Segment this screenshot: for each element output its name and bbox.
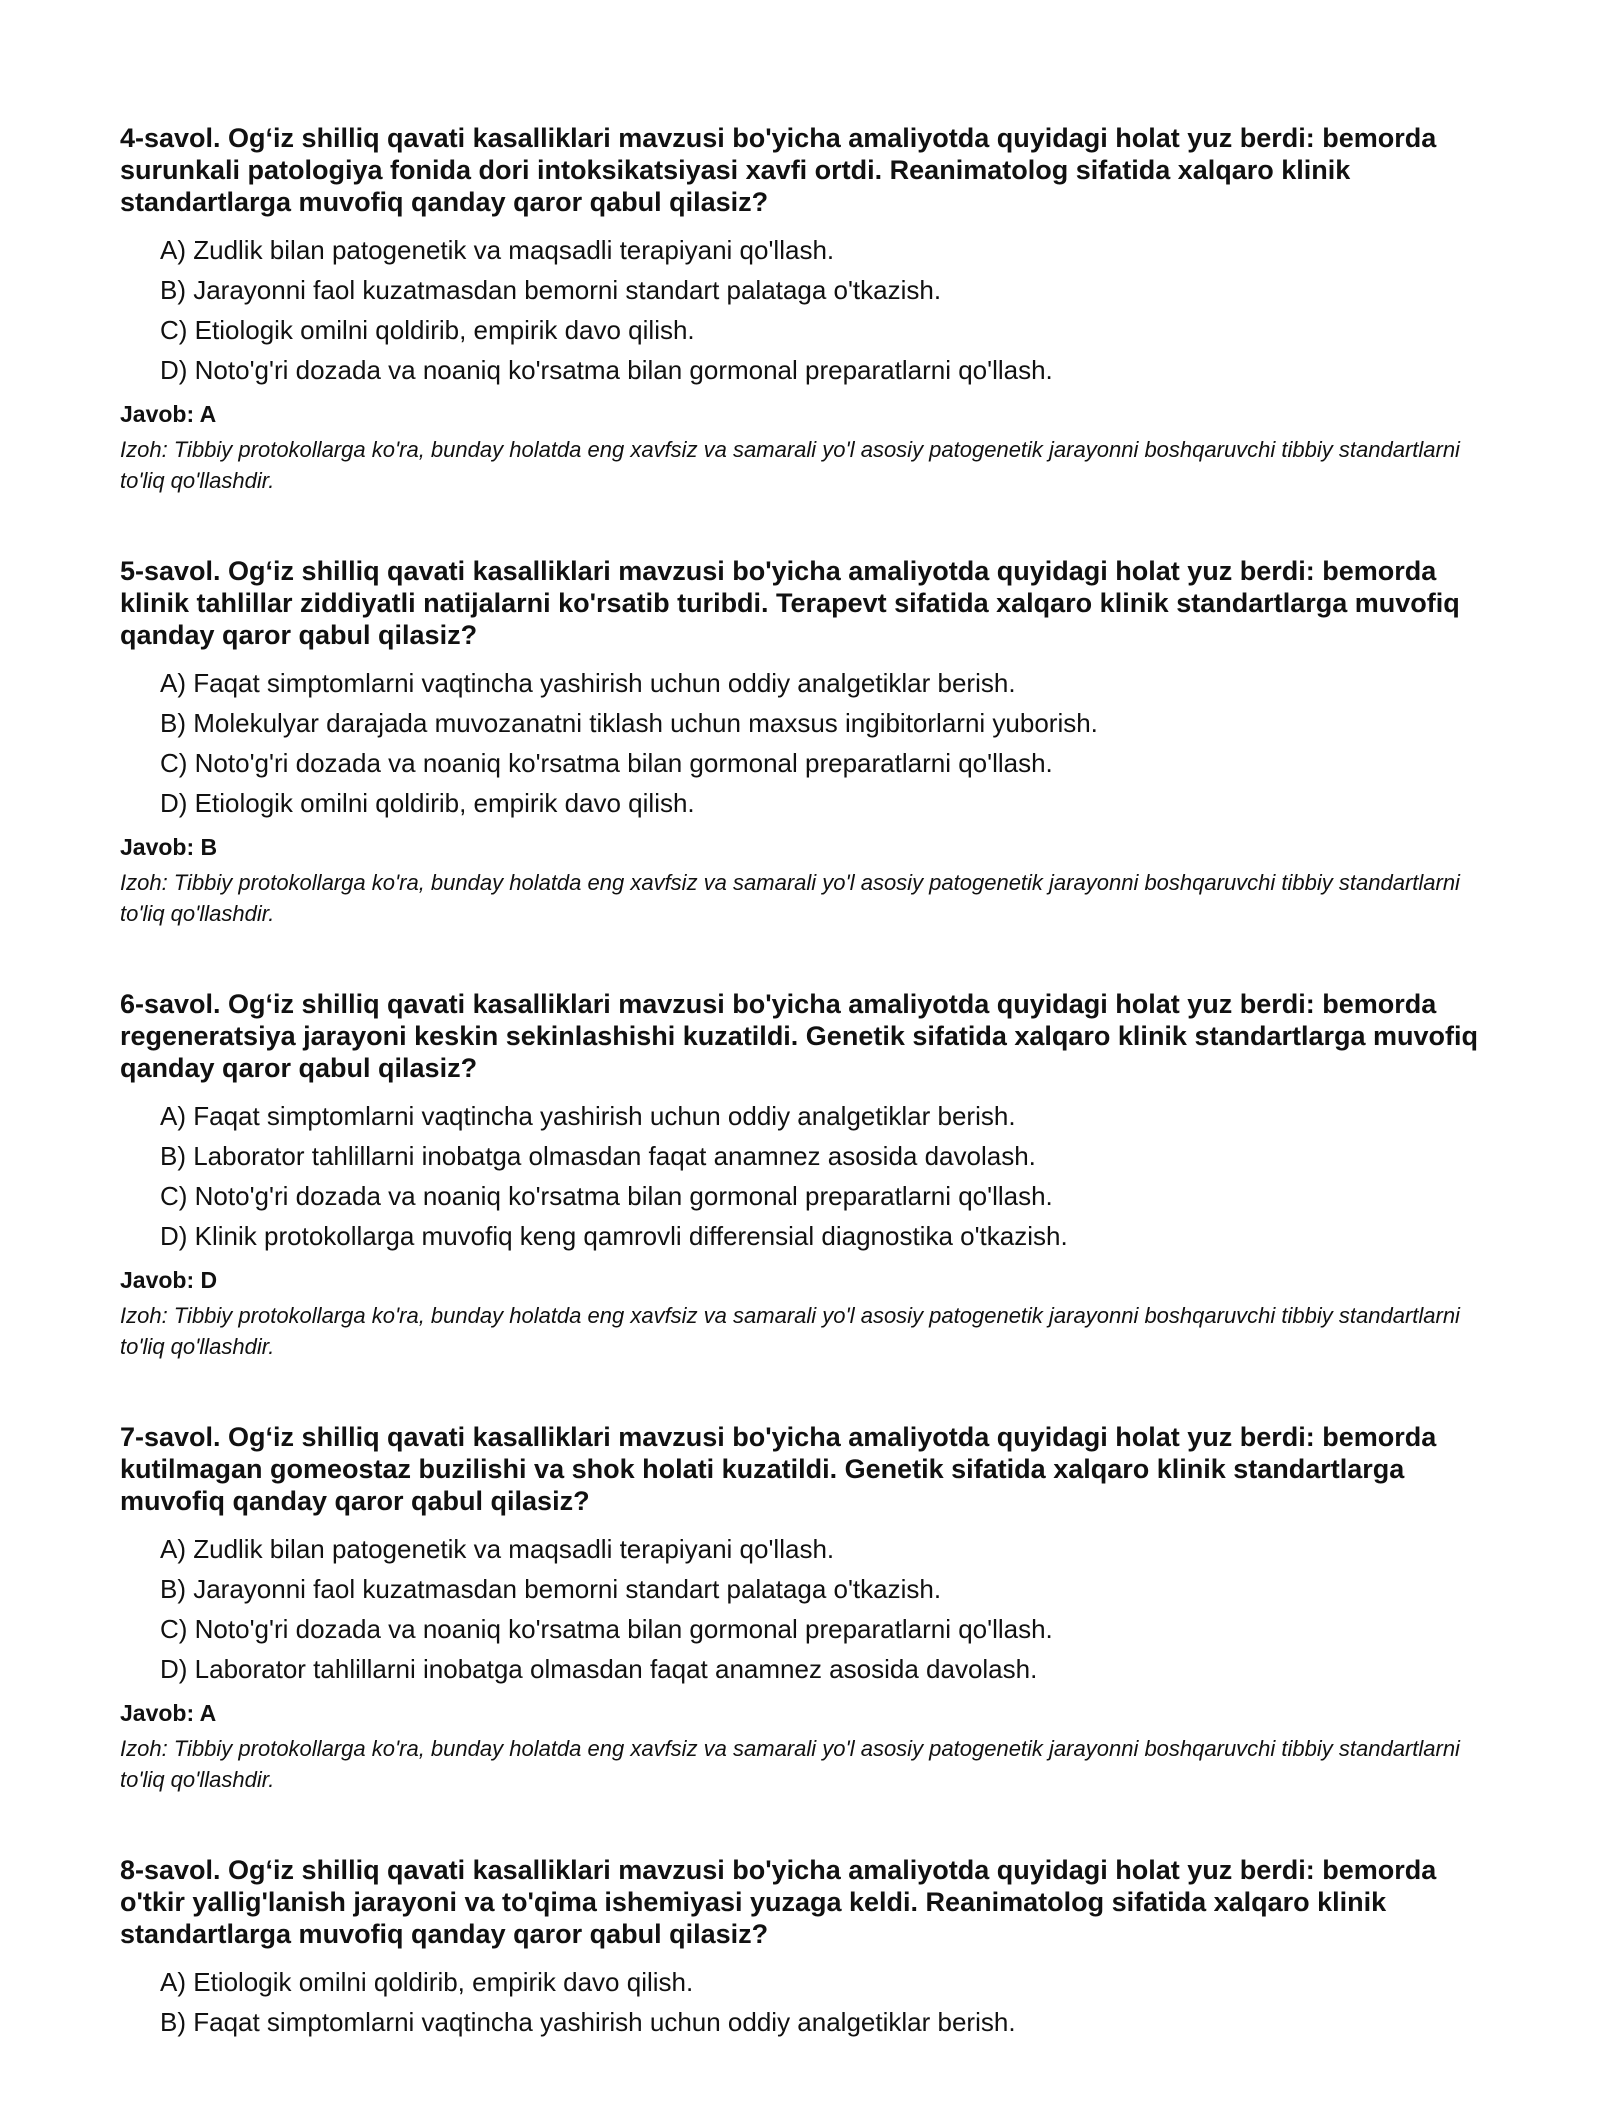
question-block: [120, 988, 1500, 1362]
options-list: [120, 1529, 1500, 1689]
option-d: D) Laborator tahlillarni inobatga olmasdan faqat anamnez asosida davolash.: [160, 1654, 1038, 1684]
option-c: C) Etiologik omilni qoldirib, empirik davo qilish.: [160, 315, 695, 345]
answer-label: Javob: D: [120, 1267, 218, 1293]
question-block: [120, 122, 1500, 496]
option-b: B) Jarayonni faol kuzatmasdan bemorni standart palataga o'tkazish.: [160, 275, 942, 305]
question-text: 8-savol. Og‘iz shilliq qavati kasalliklari mavzusi bo'yicha amaliyotda quyidagi holat yuz berdi: bemorda o'tkir yallig'lanish jarayoni va to'qima ishemiyasi yuzaga keldi. Reanimatolog sifatida xalqaro klinik standartlarga muvofiq qanday qaror qabul qilasiz?: [120, 1855, 1437, 1949]
option-c: C) Noto'g'ri dozada va noaniq ko'rsatma bilan gormonal preparatlarni qo'llash.: [160, 1181, 1053, 1211]
answer-label: Javob: A: [120, 1700, 217, 1726]
option-a: A) Zudlik bilan patogenetik va maqsadli terapiyani qo'llash.: [160, 1534, 835, 1564]
option-b: B) Molekulyar darajada muvozanatni tiklash uchun maxsus ingibitorlarni yuborish.: [160, 708, 1098, 738]
answer-label: Javob: B: [120, 834, 218, 860]
option-c: C) Noto'g'ri dozada va noaniq ko'rsatma bilan gormonal preparatlarni qo'llash.: [160, 1614, 1053, 1644]
option-d: D) Etiologik omilni qoldirib, empirik davo qilish.: [160, 788, 695, 818]
option-a: A) Faqat simptomlarni vaqtincha yashirish uchun oddiy analgetiklar berish.: [160, 1101, 1016, 1131]
question-text: 6-savol. Og‘iz shilliq qavati kasalliklari mavzusi bo'yicha amaliyotda quyidagi holat yuz berdi: bemorda regeneratsiya jarayoni keskin sekinlashishi kuzatildi. Genetik sifatida xalqaro klinik standartlarga muvofiq qanday qaror qabul qilasiz?: [120, 989, 1479, 1083]
option-b: B) Laborator tahlillarni inobatga olmasdan faqat anamnez asosida davolash.: [160, 1141, 1036, 1171]
option-d: D) Klinik protokollarga muvofiq keng qamrovli differensial diagnostika o'tkazish.: [160, 1221, 1068, 1251]
option-d: D) Noto'g'ri dozada va noaniq ko'rsatma bilan gormonal preparatlarni qo'llash.: [160, 355, 1053, 385]
explanation-text: Izoh: Tibbiy protokollarga ko'ra, bunday holatda eng xavfsiz va samarali yo'l asosiy patogenetik jarayonni boshqaruvchi tibbiy standartlarni to'liq qo'llashdir.: [120, 437, 1460, 493]
options-list: [120, 1096, 1500, 1256]
question-text: 5-savol. Og‘iz shilliq qavati kasalliklari mavzusi bo'yicha amaliyotda quyidagi holat yuz berdi: bemorda klinik tahlillar ziddiyatli natijalarni ko'rsatib turibdi. Terapevt sifatida xalqaro klinik standartlarga muvofiq qanday qaror qabul qilasiz?: [120, 556, 1460, 650]
question-block: [120, 1854, 1500, 2042]
option-a: A) Etiologik omilni qoldirib, empirik davo qilish.: [160, 1967, 694, 1997]
explanation-text: Izoh: Tibbiy protokollarga ko'ra, bunday holatda eng xavfsiz va samarali yo'l asosiy patogenetik jarayonni boshqaruvchi tibbiy standartlarni to'liq qo'llashdir.: [120, 1736, 1460, 1792]
answer-label: Javob: A: [120, 401, 217, 427]
option-b: B) Jarayonni faol kuzatmasdan bemorni standart palataga o'tkazish.: [160, 1574, 942, 1604]
question-block: [120, 555, 1500, 929]
question-text: 4-savol. Og‘iz shilliq qavati kasalliklari mavzusi bo'yicha amaliyotda quyidagi holat yuz berdi: bemorda surunkali patologiya fonida dori intoksikatsiyasi xavfi ortdi. Reanimatolog sifatida xalqaro klinik standartlarga muvofiq qanday qaror qabul qilasiz?: [120, 123, 1437, 217]
question-text: 7-savol. Og‘iz shilliq qavati kasalliklari mavzusi bo'yicha amaliyotda quyidagi holat yuz berdi: bemorda kutilmagan gomeostaz buzilishi va shok holati kuzatildi. Genetik sifatida xalqaro klinik standartlarga muvofiq qanday qaror qabul qilasiz?: [120, 1422, 1437, 1516]
option-b: B) Faqat simptomlarni vaqtincha yashirish uchun oddiy analgetiklar berish.: [160, 2007, 1016, 2037]
option-a: A) Faqat simptomlarni vaqtincha yashirish uchun oddiy analgetiklar berish.: [160, 668, 1016, 698]
question-block: [120, 1421, 1500, 1795]
option-c: C) Noto'g'ri dozada va noaniq ko'rsatma bilan gormonal preparatlarni qo'llash.: [160, 748, 1053, 778]
options-list: [120, 663, 1500, 823]
options-list: [120, 1962, 1500, 2042]
document-page: [120, 122, 1500, 2101]
explanation-text: Izoh: Tibbiy protokollarga ko'ra, bunday holatda eng xavfsiz va samarali yo'l asosiy patogenetik jarayonni boshqaruvchi tibbiy standartlarni to'liq qo'llashdir.: [120, 870, 1460, 926]
options-list: [120, 230, 1500, 390]
option-a: A) Zudlik bilan patogenetik va maqsadli terapiyani qo'llash.: [160, 235, 835, 265]
explanation-text: Izoh: Tibbiy protokollarga ko'ra, bunday holatda eng xavfsiz va samarali yo'l asosiy patogenetik jarayonni boshqaruvchi tibbiy standartlarni to'liq qo'llashdir.: [120, 1303, 1460, 1359]
